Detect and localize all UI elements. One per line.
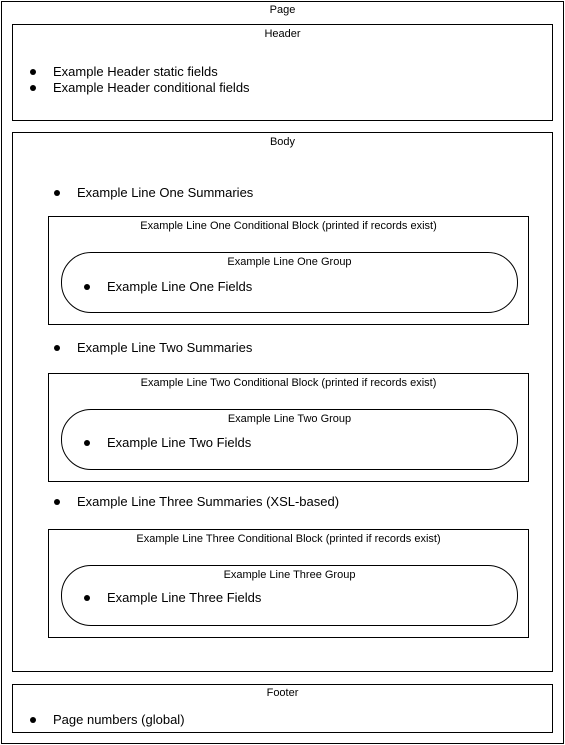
bullet-icon	[84, 440, 90, 446]
line-three-group-title: Example Line Three Group	[223, 569, 356, 581]
line-two-conditional-block	[48, 373, 529, 482]
bullet-icon	[30, 69, 36, 75]
line-one-block-title: Example Line One Conditional Block (printed if records exist)	[140, 220, 437, 232]
line-three-conditional-block	[48, 529, 529, 638]
line-three-group	[61, 565, 518, 626]
line-three-block-title: Example Line Three Conditional Block (printed if records exist)	[136, 533, 441, 545]
line-one-summary: Example Line One Summaries	[54, 185, 253, 200]
footer-item-page-numbers: Page numbers (global)	[30, 712, 185, 727]
body-section	[12, 132, 553, 672]
line-two-fields: Example Line Two Fields	[84, 435, 251, 450]
line-two-group	[61, 409, 518, 470]
header-section	[12, 24, 553, 121]
line-three-summary: Example Line Three Summaries (XSL-based)	[54, 494, 339, 509]
line-one-fields: Example Line One Fields	[84, 279, 252, 294]
bullet-icon	[84, 284, 90, 290]
bullet-icon	[54, 345, 60, 351]
bullet-icon	[54, 499, 60, 505]
page-title: Page	[269, 4, 296, 16]
line-one-conditional-block	[48, 216, 529, 325]
line-two-summary: Example Line Two Summaries	[54, 340, 252, 355]
line-three-fields: Example Line Three Fields	[84, 590, 261, 605]
line-one-group	[61, 252, 518, 313]
line-one-group-title: Example Line One Group	[227, 256, 352, 268]
footer-title: Footer	[266, 687, 299, 699]
bullet-icon	[54, 190, 60, 196]
header-item-conditional: Example Header conditional fields	[30, 80, 250, 95]
header-title: Header	[264, 28, 301, 40]
bullet-icon	[30, 717, 36, 723]
body-title: Body	[269, 136, 296, 148]
footer-section	[12, 684, 553, 733]
line-two-block-title: Example Line Two Conditional Block (printed if records exist)	[140, 377, 437, 389]
line-two-group-title: Example Line Two Group	[227, 413, 352, 425]
bullet-icon	[84, 595, 90, 601]
header-item-static: Example Header static fields	[30, 64, 218, 79]
bullet-icon	[30, 85, 36, 91]
